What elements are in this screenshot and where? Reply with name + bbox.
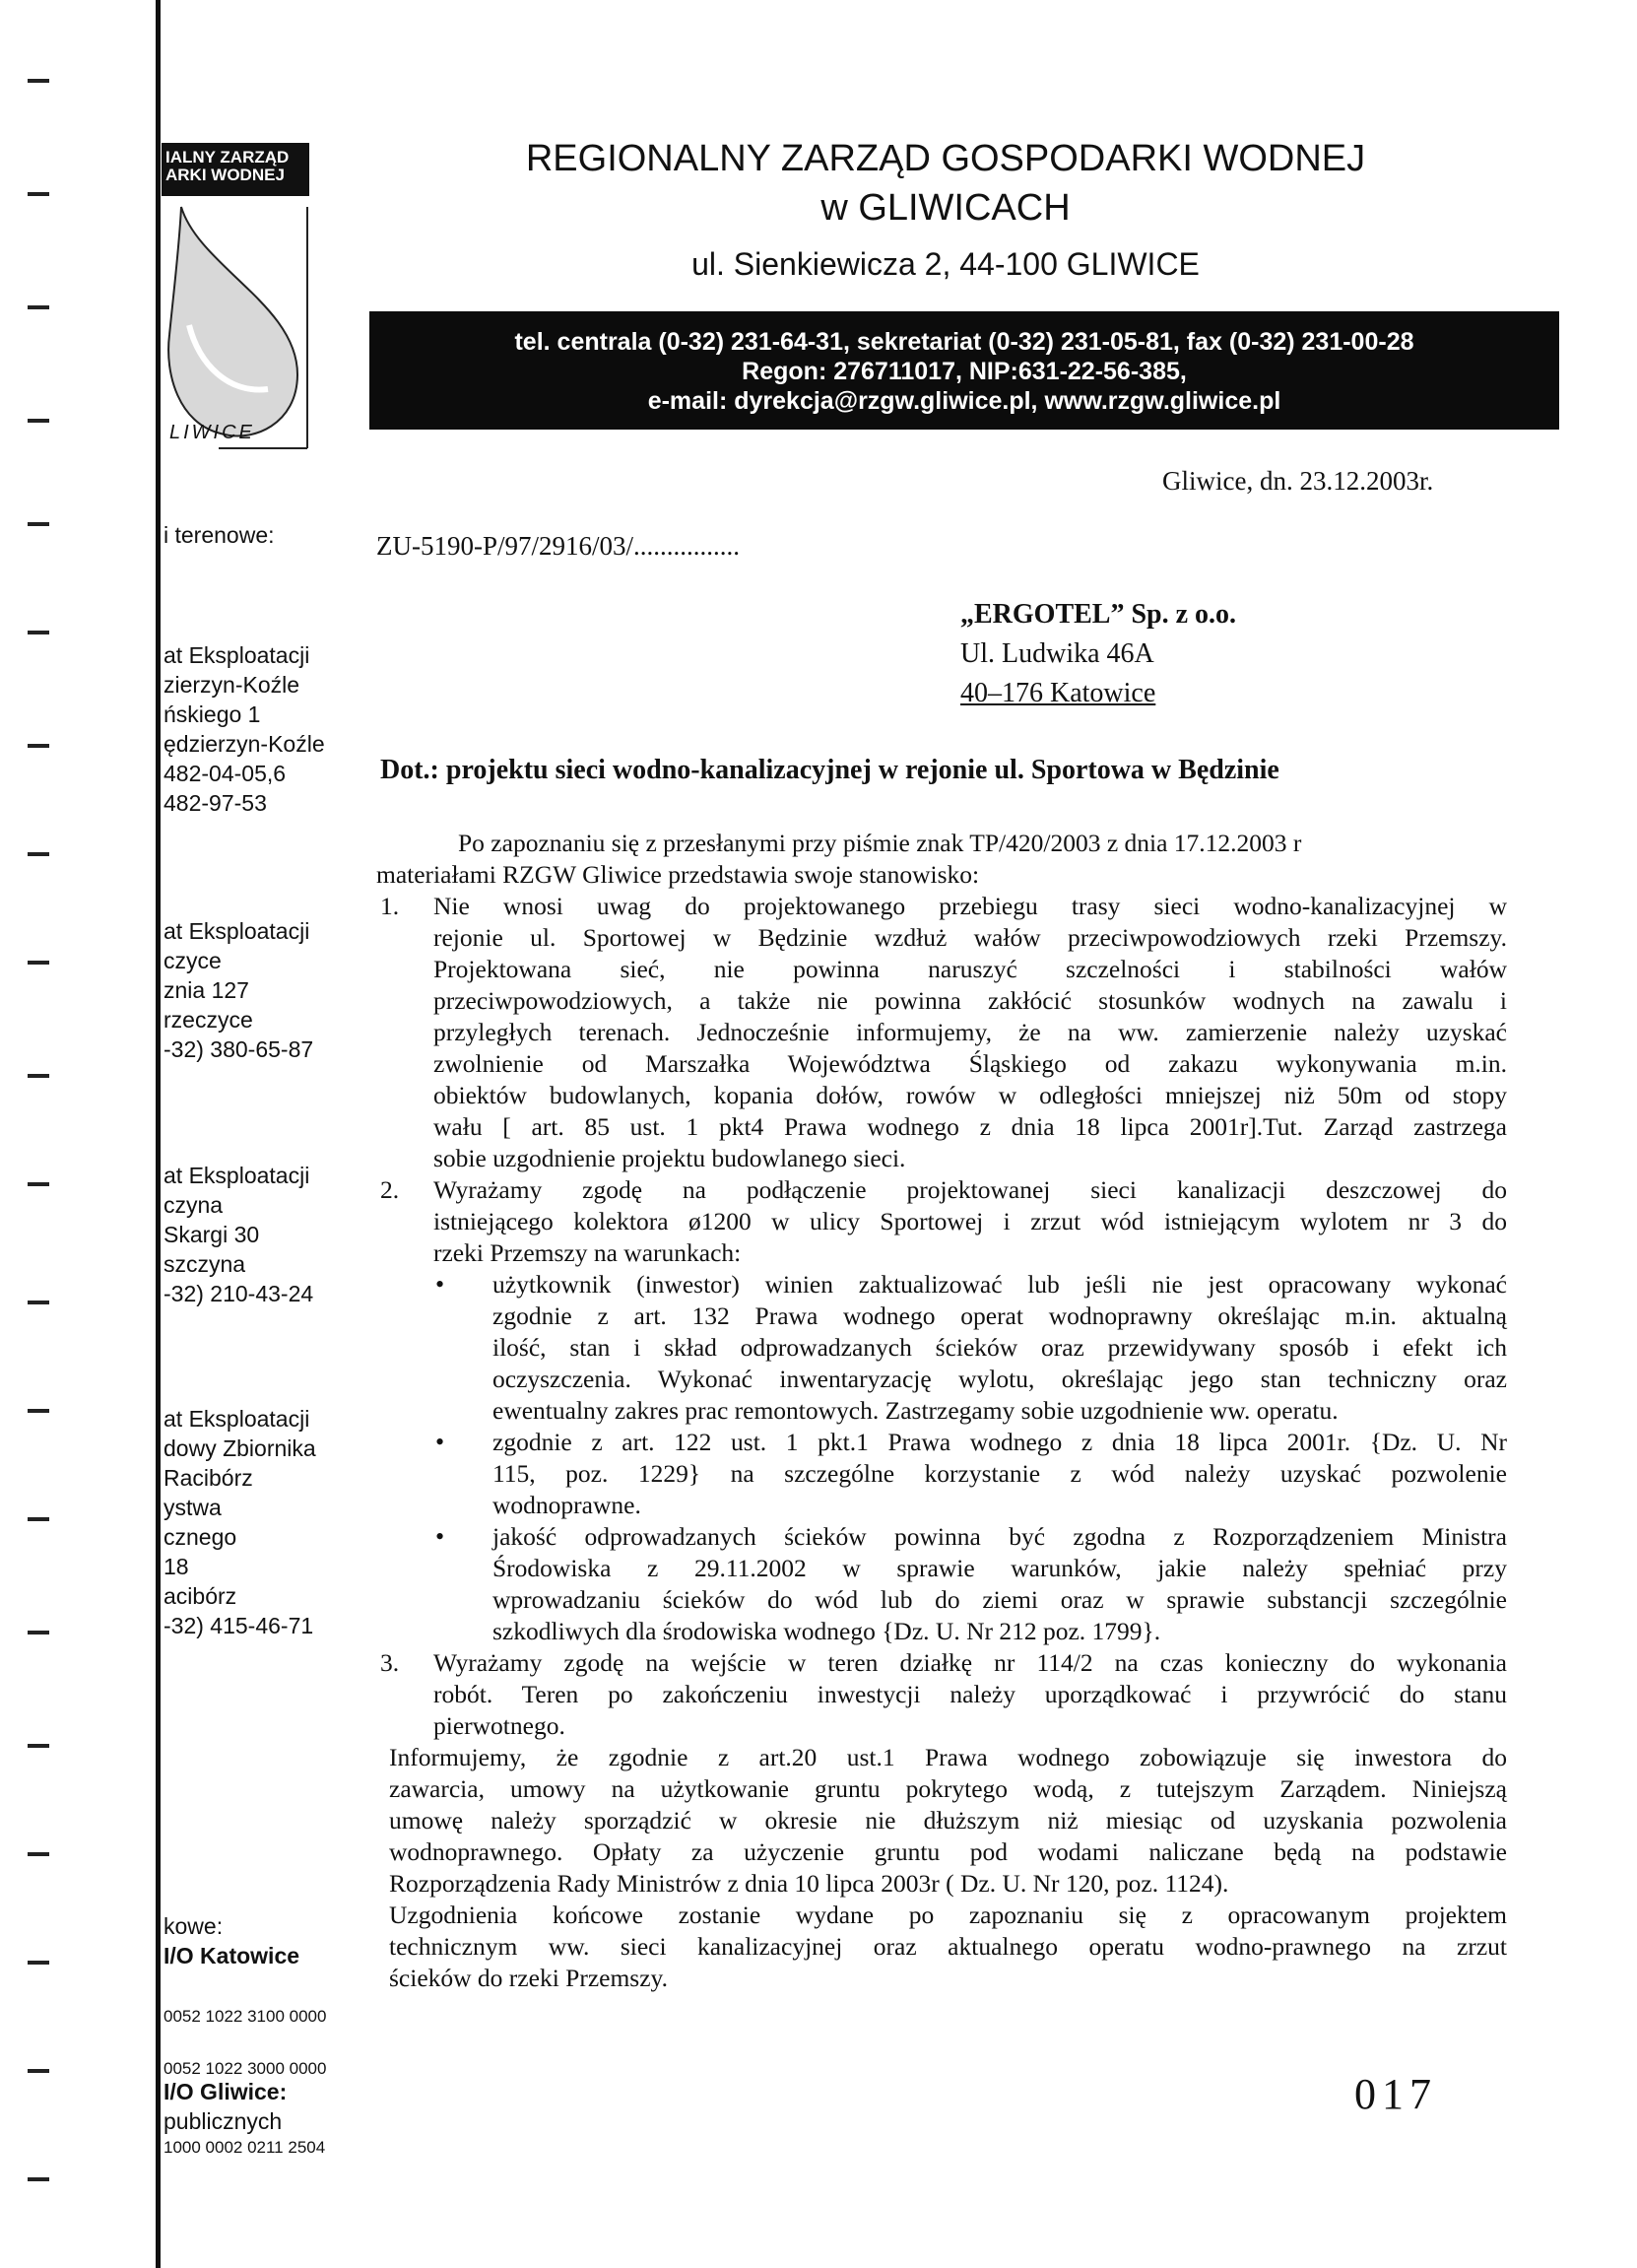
scan-mark	[28, 192, 49, 196]
sidebar-line: czyce	[164, 948, 222, 973]
point-number: 2.	[380, 1175, 400, 1204]
sidebar-line: cznego	[164, 1524, 237, 1550]
sidebar-line: znia 127	[164, 977, 249, 1003]
scan-mark	[28, 419, 49, 423]
scan-mark	[28, 1409, 49, 1413]
point-line: rzeki Przemszy na warunkach:	[433, 1238, 742, 1267]
org-name: REGIONALNY ZARZĄD GOSPODARKI WODNEJ	[525, 138, 1366, 179]
scan-mark	[28, 1301, 49, 1304]
bullet-line: zgodnie z art. 122 ust. 1 pkt.1 Prawa wodnego z dnia 18 lipca 2001r. {Dz. U. Nr	[492, 1428, 1507, 1456]
sidebar-line: -32) 415-46-71	[164, 1613, 314, 1638]
contact-line: Regon: 276711017, NIP:631-22-56-385,	[742, 358, 1187, 385]
closing-line: Rozporządzenia Rady Ministrów z dnia 10 lipca 2003r ( Dz. U. Nr 120, poz. 1124).	[389, 1869, 1229, 1898]
point-line: przeciwpowodziowych, a także nie powinna zakłócić stosunków wodnych na zawalu i	[433, 986, 1507, 1015]
bullet-line: jakość odprowadzanych ścieków powinna być zgodna z Rozporządzeniem Ministra	[492, 1522, 1507, 1551]
scan-mark	[28, 79, 49, 83]
sidebar-block	[164, 1161, 313, 1308]
bank-account: 0052 1022 3100 0000	[164, 2007, 327, 2026]
contact-band	[369, 311, 1559, 430]
sidebar-block	[164, 916, 313, 1064]
bullet-item	[384, 1269, 1514, 1427]
bullet-icon: •	[435, 1270, 445, 1299]
sidebar-line: Racibórz	[164, 1465, 253, 1491]
bank-account: 1000 0002 0211 2504	[164, 2138, 326, 2157]
sidebar-heading: i terenowe:	[164, 522, 275, 548]
logo-banner-line: IALNY ZARZĄD	[165, 148, 290, 167]
point-line: Nie wnosi uwag do projektowanego przebiegu trasy sieci wodno-kanalizacyjnej w	[433, 892, 1507, 920]
bullet-line: 115, poz. 1229} na szczególne korzystanie z wód należy uzyskać pozwolenie	[492, 1459, 1507, 1488]
bank-account: 0052 1022 3000 0000	[164, 2059, 327, 2078]
scan-mark	[28, 522, 49, 526]
scan-mark	[28, 1961, 49, 1965]
point-line: rejonie ul. Sportowej w Będzinie wzdłuż wałów przeciwpowodziowych rzeki Przemszy.	[433, 923, 1507, 952]
numbered-point	[380, 1647, 1514, 1742]
bullet-line: ilość, stan i skład odprowadzanych ścieków oraz przewidywany sposób i efekt ich	[492, 1333, 1507, 1362]
scan-mark	[28, 852, 49, 856]
bank-sub: publicznych	[164, 2108, 283, 2134]
scan-mark	[28, 2069, 49, 2073]
sidebar-line: 482-97-53	[164, 790, 267, 816]
letter-body	[376, 828, 1514, 1994]
org-city: w GLIWICACH	[820, 187, 1071, 229]
recipient-street: Ul. Ludwika 46A	[960, 638, 1154, 669]
point-line: Projektowana sieć, nie powinna naruszyć szczelności i stabilności wałów	[433, 955, 1507, 983]
sidebar-line: at Eksploatacji	[164, 1406, 310, 1432]
closing-line: Informujemy, że zgodnie z art.20 ust.1 Prawa wodnego zobowiązuje się inwestora do	[389, 1743, 1507, 1771]
page-number: 017	[1354, 2070, 1437, 2118]
sidebar-line: at Eksploatacji	[164, 1163, 310, 1188]
bullet-line: zgodnie z art. 132 Prawa wodnego operat wodnoprawny określając m.in. aktualną	[492, 1301, 1507, 1330]
sidebar-line: at Eksploatacji	[164, 918, 310, 944]
scan-mark	[28, 631, 49, 634]
point-number: 1.	[380, 892, 400, 920]
point-line: sobie uzgodnienie projektu budowlanego sieci.	[433, 1144, 906, 1172]
closing-line: umowę należy sporządzić w okresie nie dłuższym niż miesiąc od uzyskania pozwolenia	[389, 1806, 1507, 1834]
point-line: wału [ art. 85 ust. 1 pkt4 Prawa wodnego z dnia 18 lipca 2001r].Tut. Zarząd zastrzega	[433, 1112, 1507, 1141]
sidebar-line: dowy Zbiornika	[164, 1435, 316, 1461]
numbered-point	[380, 1174, 1514, 1647]
scan-mark	[28, 1182, 49, 1186]
bullet-line: szkodliwych dla środowiska wodnego {Dz. U. Nr 212 poz. 1799}.	[492, 1617, 1161, 1645]
scan-mark	[28, 744, 49, 748]
closing-line: Uzgodnienia końcowe zostanie wydane po zapoznaniu się z opracowanym projektem	[389, 1901, 1507, 1929]
org-address: ul. Sienkiewicza 2, 44-100 GLIWICE	[691, 246, 1200, 282]
reference-number: ZU-5190-P/97/2916/03/................	[376, 531, 740, 561]
contact-line: e-mail: dyrekcja@rzgw.gliwice.pl, www.rzgw.gliwice.pl	[647, 387, 1281, 415]
scan-mark	[28, 1517, 49, 1521]
scan-mark	[28, 1852, 49, 1856]
bullet-line: oczyszczenia. Wykonać inwentaryzację wylotu, określając jego stan techniczny oraz	[492, 1365, 1507, 1393]
sidebar-line: zierzyn-Koźle	[164, 672, 300, 698]
point-line: robót. Teren po zakończeniu inwestycji należy uporządkować i przywrócić do stanu	[433, 1680, 1507, 1708]
intro-line: Po zapoznaniu się z przesłanymi przy piśmie znak TP/420/2003 z dnia 17.12.2003 r	[458, 829, 1302, 857]
bullet-item	[384, 1427, 1514, 1521]
bullet-line: ewentualny zakres prac remontowych. Zastrzegamy sobie uzgodnienie ww. operatu.	[492, 1396, 1339, 1425]
sidebar-line: -32) 210-43-24	[164, 1281, 314, 1306]
sidebar-line: acibórz	[164, 1583, 237, 1609]
point-line: Wyrażamy zgodę na podłączenie projektowanej sieci kanalizacji deszczowej do	[433, 1175, 1507, 1204]
sidebar-line: at Eksploatacji	[164, 642, 310, 668]
bullet-line: wprowadzaniu ścieków do wód lub do ziemi oraz w sprawie substancji szczególnie	[492, 1585, 1507, 1614]
logo-caption: LIWICE	[169, 422, 255, 443]
scan-mark	[28, 2177, 49, 2181]
contact-line: tel. centrala (0-32) 231-64-31, sekretariat (0-32) 231-05-81, fax (0-32) 231-00-28	[514, 328, 1414, 356]
bullet-line: użytkownik (inwestor) winien zaktualizować lub jeśli nie jest opracowany wykonać	[492, 1270, 1507, 1299]
closing-line: zawarcia, umowy na użytkowanie gruntu pokrytego wodą, z tutejszym Zarządem. Niniejszą	[389, 1774, 1507, 1803]
bullet-item	[384, 1521, 1514, 1647]
sidebar-line: szczyna	[164, 1251, 246, 1277]
scan-mark	[28, 961, 49, 965]
subject-line: Dot.: projektu sieci wodno-kanalizacyjnej w rejonie ul. Sportowa w Będzinie	[380, 755, 1279, 785]
sidebar-line: Skargi 30	[164, 1222, 260, 1247]
sidebar-line: 482-04-05,6	[164, 761, 287, 786]
bullet-icon: •	[435, 1522, 445, 1551]
point-line: zwolnienie od Marszałka Województwa Śląskiego od zakazu wykonywania m.in.	[433, 1049, 1507, 1078]
bullet-icon: •	[435, 1428, 445, 1456]
bank-name: I/O Gliwice:	[164, 2079, 288, 2104]
closing-line: technicznym ww. sieci kanalizacyjnej oraz aktualnego operatu wodno-prawnego na zrzut	[389, 1932, 1507, 1961]
point-line: obiektów budowlanych, kopania dołów, rowów w odległości mniejszej niż 50m od stopy	[433, 1081, 1507, 1109]
scan-mark	[28, 1631, 49, 1634]
point-line: pierwotnego.	[433, 1711, 565, 1740]
bullet-line: Środowiska z 29.11.2002 w sprawie warunków, jakie należy spełniać przy	[492, 1554, 1507, 1582]
sidebar-line: ystwa	[164, 1495, 222, 1520]
place-date: Gliwice, dn. 23.12.2003r.	[1162, 466, 1434, 496]
logo-banner-line: ARKI WODNEJ	[165, 166, 285, 184]
sidebar-line: -32) 380-65-87	[164, 1036, 314, 1062]
point-line: przyległych terenach. Jednocześnie informujemy, że na ww. zamierzenie należy uzyskać	[433, 1018, 1507, 1046]
sidebar-line: czyna	[164, 1192, 224, 1218]
sidebar-line: ędzierzyn-Koźle	[164, 731, 325, 757]
point-line: istniejącego kolektora ø1200 w ulicy Sportowej i zrzut wód istniejącym wylotem nr 3 do	[433, 1207, 1507, 1235]
sidebar-line: rzeczyce	[164, 1007, 253, 1033]
scan-mark	[28, 305, 49, 309]
sidebar-line: ńskiego 1	[164, 701, 261, 727]
sidebar-block	[164, 640, 325, 818]
intro-line: materiałami RZGW Gliwice przedstawia swoje stanowisko:	[376, 860, 980, 889]
bank-heading: kowe:	[164, 1913, 224, 1939]
closing-line: ścieków do rzeki Przemszy.	[389, 1964, 669, 1992]
point-line: Wyrażamy zgodę na wejście w teren działkę nr 114/2 na czas konieczny do wykonania	[433, 1648, 1507, 1677]
scan-mark	[28, 1744, 49, 1748]
scan-mark	[28, 1074, 49, 1078]
numbered-point	[380, 891, 1514, 1174]
logo-banner	[162, 143, 309, 196]
closing-line: wodnoprawnego. Opłaty za użyczenie gruntu pod wodami naliczane będą na podstawie	[389, 1837, 1507, 1866]
point-number: 3.	[380, 1648, 400, 1677]
bank-name: I/O Katowice	[164, 1943, 300, 1968]
recipient-city: 40–176 Katowice	[960, 678, 1156, 708]
sidebar-block	[164, 1404, 316, 1640]
bullet-line: wodnoprawne.	[492, 1491, 641, 1519]
sidebar-line: 18	[164, 1554, 189, 1579]
recipient-name: „ERGOTEL” Sp. z o.o.	[960, 599, 1237, 630]
